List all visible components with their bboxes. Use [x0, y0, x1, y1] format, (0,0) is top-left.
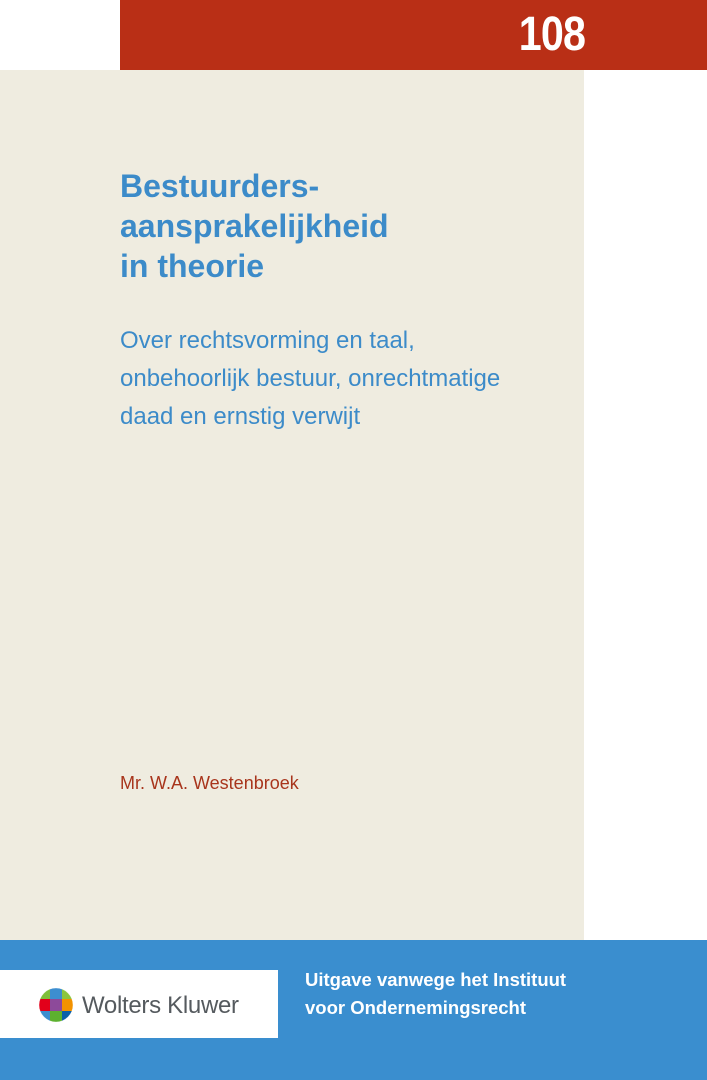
book-title — [120, 166, 560, 286]
publisher-note-line: voor Ondernemingsrecht — [305, 997, 527, 1018]
title-line: aansprakelijkheid — [120, 208, 389, 244]
author-name: Mr. W.A. Westenbroek — [120, 773, 299, 793]
subtitle-line: daad en ernstig verwijt — [120, 403, 361, 430]
subtitle-line: onbehoorlijk bestuur, onrechtmatige — [120, 365, 501, 392]
wolters-kluwer-globe-icon — [38, 987, 74, 1023]
book-subtitle — [120, 322, 570, 436]
series-band — [120, 0, 707, 70]
series-number: 108 — [518, 8, 585, 61]
publisher-logo-text: Wolters Kluwer — [82, 992, 239, 1019]
title-line: Bestuurders- — [120, 168, 320, 204]
publisher-note-line: Uitgave vanwege het Instituut — [305, 969, 567, 990]
publisher-note — [305, 966, 695, 1022]
title-line: in theorie — [120, 248, 265, 284]
subtitle-line: Over rechtsvorming en taal, — [120, 327, 415, 354]
